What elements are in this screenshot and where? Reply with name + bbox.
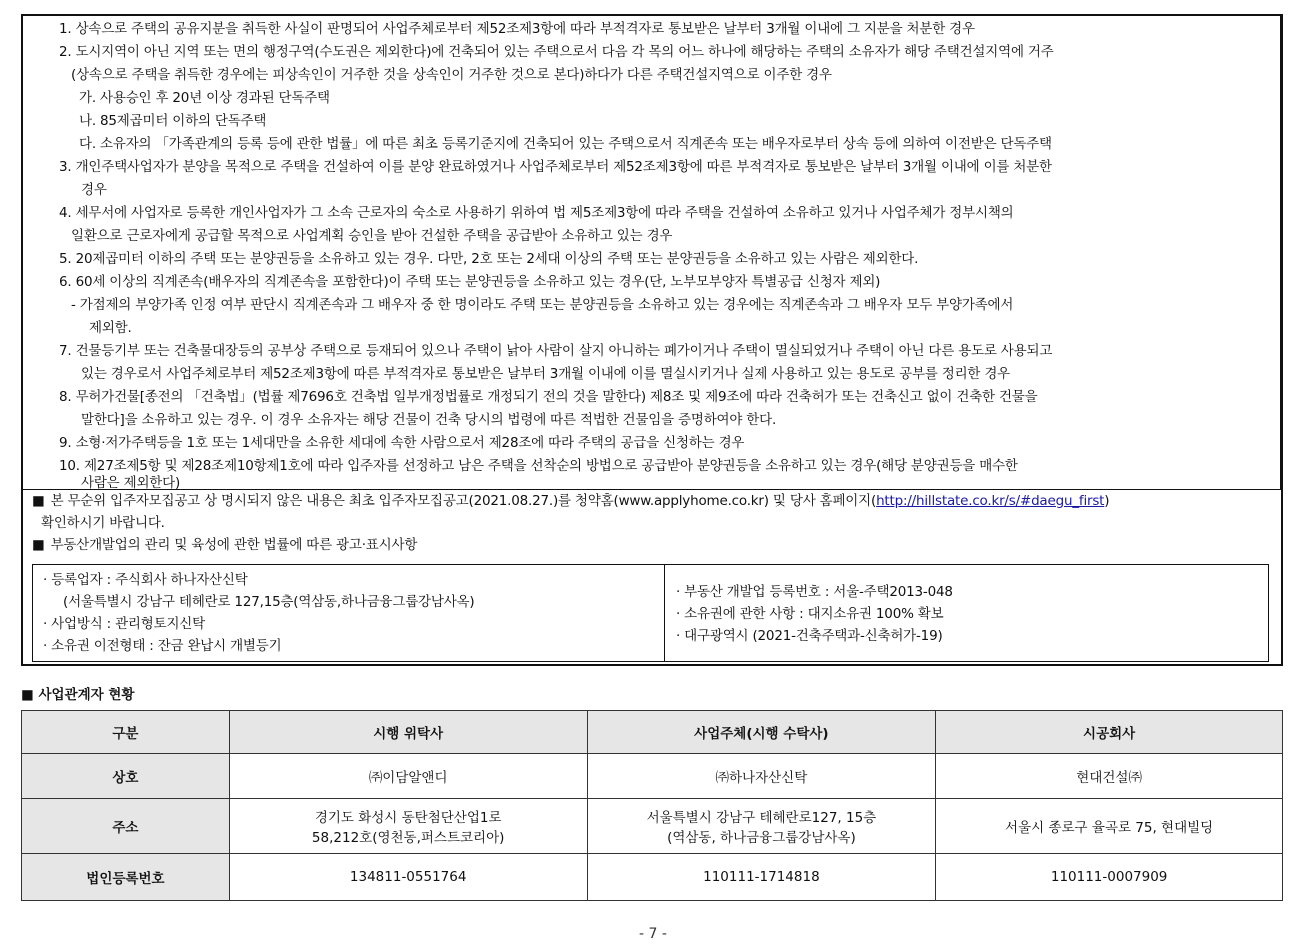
list-item: 10. 제27조제5항 및 제28조제10항제1호에 따라 입주자를 선정하고 남은 주택을 선착순의 방법으로 공급받아 분양권등을 소유하고 있는 경우(해당 분양권등을 매수한 [59, 458, 1018, 474]
list-item: 8. 무허가건물[종전의 「건축법」(법률 제7696호 건축법 일부개정법률로 개정되기 전의 것을 말한다) 제8조 및 제9조에 따라 건축허가 또는 건축신고 없이 건축한 건물을 [59, 389, 1038, 405]
list-item: 사람은 제외한다) [81, 475, 181, 491]
list-item: 2. 도시지역이 아닌 지역 또는 면의 행정구역(수도권은 제외한다)에 건축되어 있는 주택으로서 다음 각 목의 어느 하나에 해당하는 주택의 소유자가 해당 주택건설지역에 거주 [59, 44, 1054, 60]
ad-right-line: · 부동산 개발업 등록번호 : 서울-주택2013-048 [676, 584, 953, 600]
row-label: 법인등록번호 [22, 854, 230, 901]
table-header-row [22, 711, 1283, 754]
section-title: ■ 사업관계자 현황 [21, 687, 135, 703]
list-item: 말한다]을 소유하고 있는 경우. 이 경우 소유자는 해당 건물이 건축 당시의 법령에 따른 적법한 건물임을 증명하여야 한다. [81, 412, 777, 428]
notice-note-1-line2: 확인하시기 바랍니다. [41, 515, 165, 531]
ad-right-line: · 대구광역시 (2021-건축주택과-신축허가-19) [676, 628, 943, 644]
square-bullet-icon: ■ [32, 493, 45, 509]
table-cell: ㈜하나자산신탁 [587, 754, 936, 799]
column-header: 시행 위탁사 [229, 711, 587, 754]
table-cell [587, 799, 936, 854]
table-row [22, 754, 1283, 799]
table-cell: 110111-1714818 [587, 854, 936, 901]
list-item: 가. 사용승인 후 20년 이상 경과된 단독주택 [79, 90, 330, 106]
table-row [22, 799, 1283, 854]
square-bullet-icon: ■ [32, 537, 45, 553]
box-divider [664, 565, 665, 661]
business-parties-table [21, 710, 1283, 901]
table-row [22, 854, 1283, 901]
table-cell: 현대건설㈜ [936, 754, 1283, 799]
table-cell: 110111-0007909 [936, 854, 1283, 901]
list-item: 나. 85제곱미터 이하의 단독주택 [79, 113, 267, 129]
column-header: 시공회사 [936, 711, 1283, 754]
ad-left-line: · 사업방식 : 관리형토지신탁 [43, 616, 205, 632]
table-cell [936, 799, 1283, 854]
table-cell [229, 799, 587, 854]
ad-left-line: (서울특별시 강남구 테헤란로 127,15층(역삼동,하나금융그룹강남사옥) [63, 594, 475, 610]
list-item: 있는 경우로서 사업주체로부터 제52조제3항에 따른 부적격자로 통보받은 날부터 3개월 이내에 이를 멸실시키거나 실제 사용하고 있는 용도로 공부를 정리한 경우 [81, 366, 1011, 382]
notice-note-2 [32, 534, 417, 556]
list-item: 경우 [81, 182, 107, 198]
table-cell: ㈜이담알앤디 [229, 754, 587, 799]
address-line: 경기도 화성시 동탄첨단산업1로 [314, 810, 502, 826]
homepage-link[interactable]: http://hillstate.co.kr/s/#daegu_first [876, 493, 1105, 509]
list-item: 다. 소유자의 「가족관계의 등록 등에 관한 법률」에 따른 최초 등록기준지에 건축되어 있는 주택으로서 직계존속 또는 배우자로부터 상속 등에 의하여 이전받은 단독주택 [79, 136, 1052, 152]
list-item: 5. 20제곱미터 이하의 주택 또는 분양권등을 소유하고 있는 경우. 다만, 2호 또는 2세대 이상의 주택 또는 분양권등을 소유하고 있는 사람은 제외한다. [59, 251, 919, 267]
page-number: - 7 - [639, 926, 667, 942]
ad-right-line: · 소유권에 관한 사항 : 대지소유권 100% 확보 [676, 606, 944, 622]
list-item: (상속으로 주택을 취득한 경우에는 피상속인이 거주한 것을 상속인이 거주한 것으로 본다)하다가 다른 주택건설지역으로 이주한 경우 [71, 67, 832, 83]
note-text: 본 무순위 입주자모집공고 상 명시되지 않은 내용은 최초 입주자모집공고(2021.08.27.)를 청약홈(www.applyhome.co.kr) 및 당사 홈페이지( [50, 493, 877, 509]
list-item: 3. 개인주택사업자가 분양을 목적으로 주택을 건설하여 이를 분양 완료하였거나 사업주체로부터 제52조제3항에 따른 부적격자로 통보받은 날부터 3개월 이내에 이를 처분한 [59, 159, 1052, 175]
list-item: 4. 세무서에 사업자로 등록한 개인사업자가 그 소속 근로자의 숙소로 사용하기 위하여 법 제5조제3항에 따라 주택을 건설하여 소유하고 있거나 사업주체가 정부시책의 [59, 205, 1014, 221]
notice-note-1 [32, 490, 1109, 512]
ad-left-line: · 소유권 이전형태 : 잔금 완납시 개별등기 [43, 638, 282, 654]
list-item: 7. 건물등기부 또는 건축물대장등의 공부상 주택으로 등재되어 있으나 주택이 낡아 사람이 살지 아니하는 폐가이거나 주택이 멸실되었거나 주택이 아닌 다른 용도로 사용되고 [59, 343, 1053, 359]
column-header: 사업주체(시행 수탁사) [587, 711, 936, 754]
note-text-end: ) [1104, 493, 1110, 509]
list-item: 9. 소형·저가주택등을 1호 또는 1세대만을 소유한 세대에 속한 사람으로서 제28조에 따라 주택의 공급을 신청하는 경우 [59, 435, 745, 451]
list-item: 제외함. [89, 320, 132, 336]
list-item: - 가점제의 부양가족 인정 여부 판단시 직계존속과 그 배우자 중 한 명이라도 주택 또는 분양권등을 소유하고 있는 경우에는 직계존속과 그 배우자 모두 부양가족에서 [71, 297, 1014, 313]
exception-list-box [23, 16, 1281, 490]
row-label: 주소 [22, 799, 230, 854]
list-item: 6. 60세 이상의 직계존속(배우자의 직계존속을 포함한다)이 주택 또는 분양권등을 소유하고 있는 경우(단, 노부모부양자 특별공급 신청자 제외) [59, 274, 881, 290]
address-line: 서울시 종로구 율곡로 75, 현대빌딩 [1005, 820, 1214, 836]
column-header: 구분 [22, 711, 230, 754]
address-line: 58,212호(영천동,퍼스트코리아) [311, 830, 505, 846]
ad-left-line: · 등록업자 : 주식회사 하나자산신탁 [43, 572, 248, 588]
list-item: 1. 상속으로 주택의 공유지분을 취득한 사실이 판명되어 사업주체로부터 제52조제3항에 따라 부적격자로 통보받은 날부터 3개월 이내에 그 지분을 처분한 경우 [59, 21, 975, 37]
list-item: 일환으로 근로자에게 공급할 목적으로 사업계획 승인을 받아 건설한 주택을 공급받아 소유하고 있는 경우 [71, 228, 673, 244]
row-label: 상호 [22, 754, 230, 799]
advertising-info-box [32, 564, 1269, 662]
address-line: (역삼동, 하나금융그룹강남사옥) [667, 830, 856, 846]
note-text: 부동산개발업의 관리 및 육성에 관한 법률에 따른 광고·표시사항 [50, 537, 418, 553]
table-cell: 134811-0551764 [229, 854, 587, 901]
address-line: 서울특별시 강남구 테헤란로127, 15층 [646, 810, 877, 826]
notice-frame [21, 14, 1283, 666]
